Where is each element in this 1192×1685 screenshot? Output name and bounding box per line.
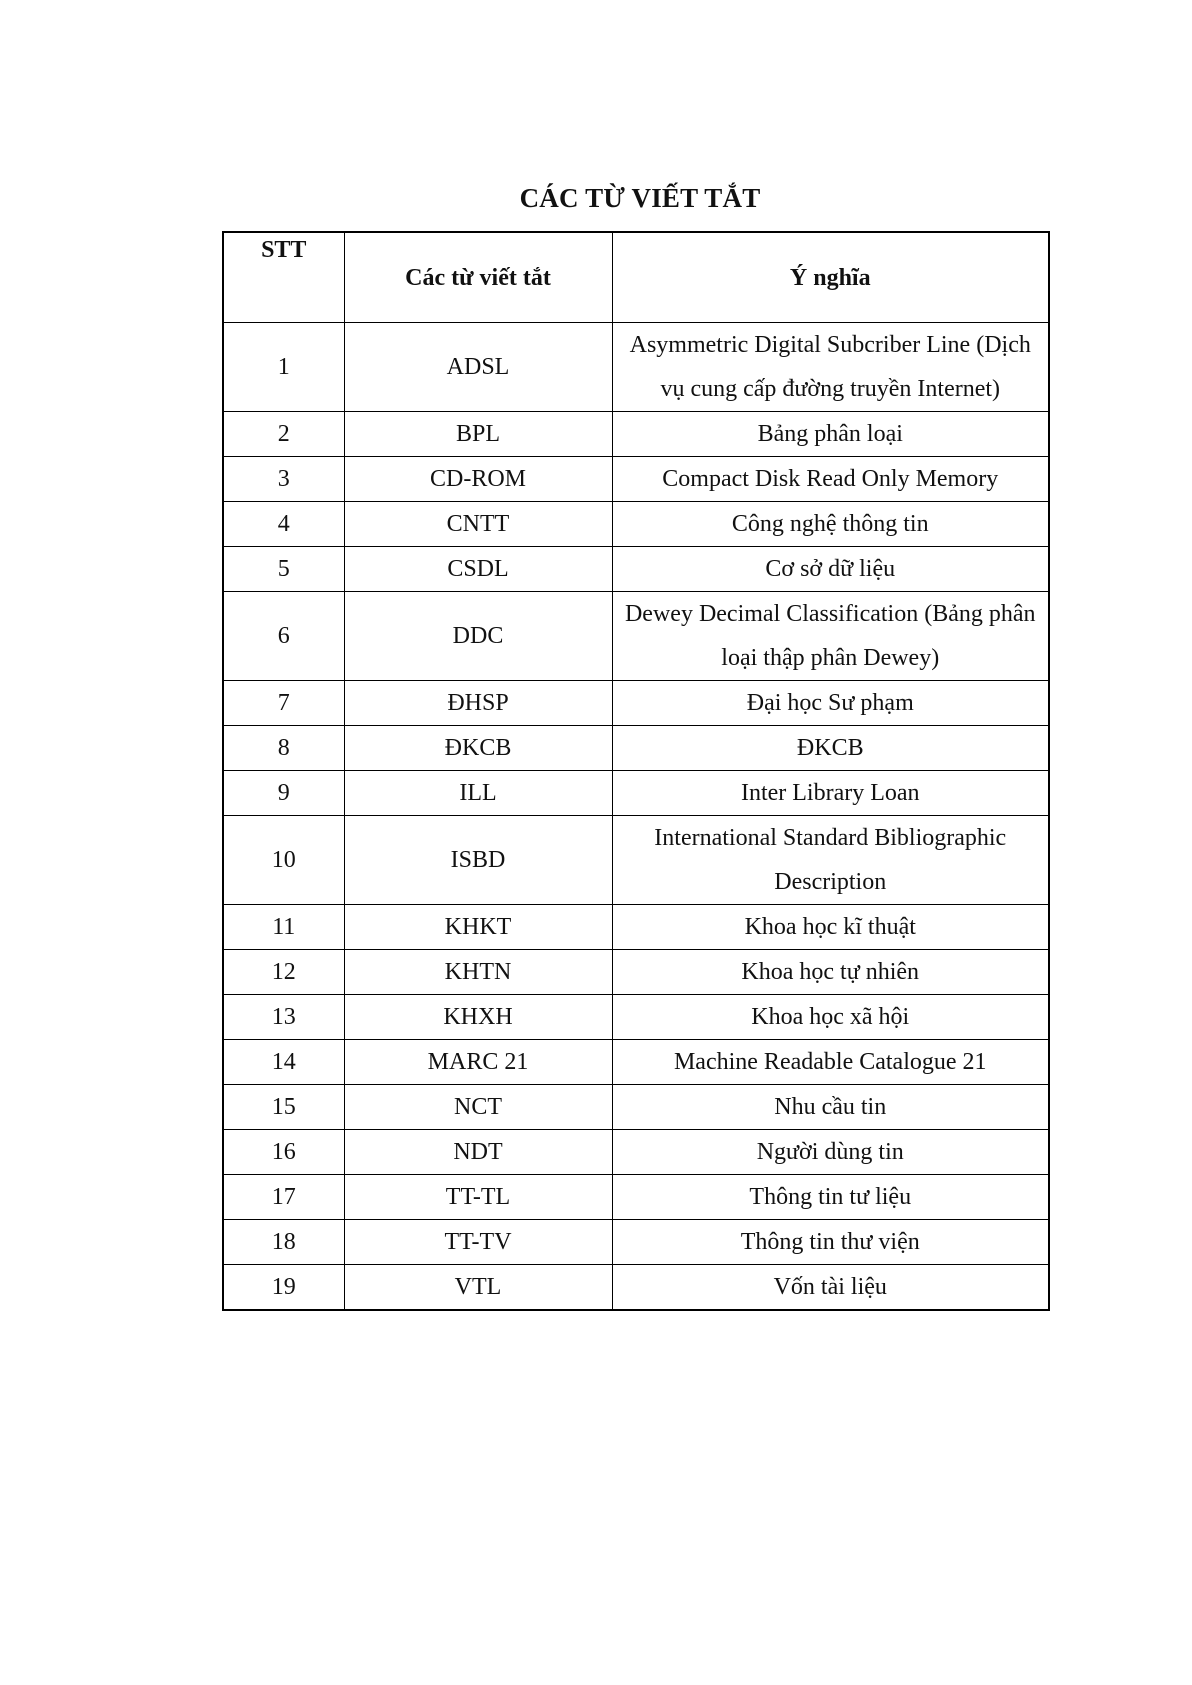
- cell-abbreviation: NCT: [344, 1085, 612, 1130]
- cell-abbreviation: CD-ROM: [344, 457, 612, 502]
- cell-stt: 12: [223, 950, 344, 995]
- table-row: [223, 1265, 1049, 1311]
- cell-abbreviation: CSDL: [344, 547, 612, 592]
- cell-meaning: Khoa học kĩ thuật: [612, 905, 1049, 950]
- cell-abbreviation: TT-TV: [344, 1220, 612, 1265]
- cell-stt: 2: [223, 412, 344, 457]
- cell-stt: 9: [223, 771, 344, 816]
- cell-meaning: Thông tin tư liệu: [612, 1175, 1049, 1220]
- cell-stt: 4: [223, 502, 344, 547]
- header-abbreviation: Các từ viết tắt: [344, 232, 612, 323]
- cell-meaning: Thông tin thư viện: [612, 1220, 1049, 1265]
- cell-meaning: Cơ sở dữ liệu: [612, 547, 1049, 592]
- page-title: CÁC TỪ VIẾT TẮT: [519, 183, 761, 213]
- cell-meaning: Khoa học xã hội: [612, 995, 1049, 1040]
- table-row: [223, 323, 1049, 412]
- cell-meaning: ĐKCB: [612, 726, 1049, 771]
- table-header-row: [223, 232, 1049, 323]
- cell-meaning: Machine Readable Catalogue 21: [612, 1040, 1049, 1085]
- table-row: [223, 1175, 1049, 1220]
- cell-abbreviation: NDT: [344, 1130, 612, 1175]
- cell-meaning: Nhu cầu tin: [612, 1085, 1049, 1130]
- cell-meaning: Bảng phân loại: [612, 412, 1049, 457]
- cell-meaning: Vốn tài liệu: [612, 1265, 1049, 1311]
- cell-meaning: Người dùng tin: [612, 1130, 1049, 1175]
- header-stt: STT: [223, 232, 344, 323]
- header-meaning: Ý nghĩa: [612, 232, 1049, 323]
- cell-meaning: Khoa học tự nhiên: [612, 950, 1049, 995]
- cell-stt: 1: [223, 323, 344, 412]
- cell-abbreviation: KHKT: [344, 905, 612, 950]
- cell-meaning: Dewey Decimal Classification (Bảng phân loại thập phân Dewey): [612, 592, 1049, 681]
- table-row: [223, 1220, 1049, 1265]
- table-row: [223, 1130, 1049, 1175]
- cell-abbreviation: ĐHSP: [344, 681, 612, 726]
- cell-abbreviation: ĐKCB: [344, 726, 612, 771]
- table-row: [223, 950, 1049, 995]
- cell-abbreviation: KHXH: [344, 995, 612, 1040]
- cell-stt: 17: [223, 1175, 344, 1220]
- table-row: [223, 771, 1049, 816]
- abbreviations-table: [222, 231, 1050, 1311]
- cell-abbreviation: ILL: [344, 771, 612, 816]
- cell-abbreviation: VTL: [344, 1265, 612, 1311]
- cell-stt: 19: [223, 1265, 344, 1311]
- cell-abbreviation: BPL: [344, 412, 612, 457]
- cell-meaning: Compact Disk Read Only Memory: [612, 457, 1049, 502]
- cell-stt: 5: [223, 547, 344, 592]
- cell-abbreviation: ISBD: [344, 816, 612, 905]
- cell-stt: 8: [223, 726, 344, 771]
- cell-stt: 18: [223, 1220, 344, 1265]
- table-row: [223, 547, 1049, 592]
- cell-meaning: Inter Library Loan: [612, 771, 1049, 816]
- cell-meaning: Công nghệ thông tin: [612, 502, 1049, 547]
- cell-stt: 13: [223, 995, 344, 1040]
- cell-stt: 16: [223, 1130, 344, 1175]
- table-row: [223, 1085, 1049, 1130]
- cell-abbreviation: CNTT: [344, 502, 612, 547]
- table-row: [223, 592, 1049, 681]
- cell-stt: 11: [223, 905, 344, 950]
- table-row: [223, 681, 1049, 726]
- table-body: [223, 323, 1049, 1311]
- table-row: [223, 412, 1049, 457]
- table-row: [223, 457, 1049, 502]
- cell-meaning: Đại học Sư phạm: [612, 681, 1049, 726]
- table-row: [223, 995, 1049, 1040]
- cell-abbreviation: DDC: [344, 592, 612, 681]
- cell-meaning: International Standard Bibliographic Description: [612, 816, 1049, 905]
- cell-stt: 14: [223, 1040, 344, 1085]
- table-row: [223, 816, 1049, 905]
- cell-stt: 7: [223, 681, 344, 726]
- table-row: [223, 502, 1049, 547]
- cell-abbreviation: ADSL: [344, 323, 612, 412]
- cell-abbreviation: MARC 21: [344, 1040, 612, 1085]
- cell-abbreviation: KHTN: [344, 950, 612, 995]
- cell-stt: 6: [223, 592, 344, 681]
- table-row: [223, 905, 1049, 950]
- cell-stt: 15: [223, 1085, 344, 1130]
- table-row: [223, 726, 1049, 771]
- cell-stt: 10: [223, 816, 344, 905]
- cell-meaning: Asymmetric Digital Subcriber Line (Dịch vụ cung cấp đường truyền Internet): [612, 323, 1049, 412]
- cell-stt: 3: [223, 457, 344, 502]
- cell-abbreviation: TT-TL: [344, 1175, 612, 1220]
- table-row: [223, 1040, 1049, 1085]
